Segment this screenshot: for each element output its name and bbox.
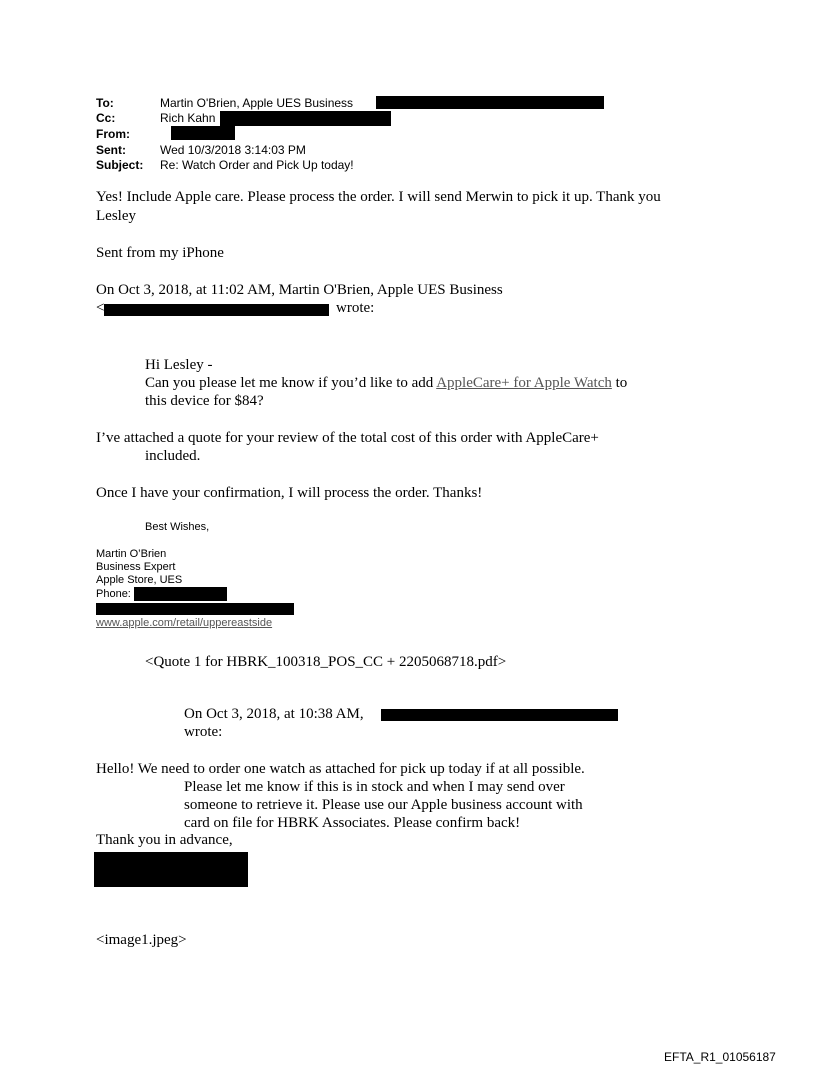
quoted2-body-line3: someone to retrieve it. Please use our Apple business account with — [184, 797, 583, 813]
quoted1-intro-open: < — [96, 300, 105, 316]
cc-value: Rich Kahn — [160, 111, 216, 125]
redaction-bar — [376, 96, 604, 109]
redaction-bar — [220, 111, 391, 126]
quoted2-thanks: Thank you in advance, — [96, 832, 233, 848]
quoted1-ask-line2: this device for $84? — [145, 393, 264, 409]
quoted1-quote-line2: included. — [145, 448, 201, 464]
redaction-bar — [94, 852, 248, 887]
applecare-link[interactable]: AppleCare+ for Apple Watch — [436, 375, 612, 391]
redaction-bar — [381, 709, 618, 721]
quoted1-ask-post: to — [611, 375, 628, 391]
redaction-bar — [134, 587, 227, 601]
reply-line-1: Yes! Include Apple care. Please process the order. I will send Merwin to pick it up. Thank you — [96, 189, 661, 205]
attachment-image[interactable]: <image1.jpeg> — [96, 932, 187, 948]
reply-signature: Sent from my iPhone — [96, 245, 224, 261]
redaction-bar — [104, 304, 329, 316]
reply-line-2: Lesley — [96, 208, 136, 224]
subject-label: Subject: — [96, 158, 144, 172]
quoted1-quote-line1: I’ve attached a quote for your review of the total cost of this order with AppleCare+ — [96, 430, 599, 446]
redaction-bar — [96, 603, 294, 615]
cc-label: Cc: — [96, 111, 116, 125]
to-value: Martin O'Brien, Apple UES Business — [160, 96, 354, 110]
quoted2-body-line1: Hello! We need to order one watch as attached for pick up today if at all possible. — [96, 761, 585, 777]
attachment-quote-pdf[interactable]: <Quote 1 for HBRK_100318_POS_CC + 2205068718.pdf> — [145, 654, 507, 670]
quoted2-intro-wrote: wrote: — [184, 724, 223, 740]
sig-store: Apple Store, UES — [96, 574, 183, 586]
from-label: From: — [96, 127, 130, 141]
quoted1-intro-wrote: wrote: — [336, 300, 375, 316]
sent-value: Wed 10/3/2018 3:14:03 PM — [160, 143, 306, 157]
quoted2-body-line4: card on file for HBRK Associates. Please confirm back! — [184, 815, 521, 831]
document-id: EFTA_R1_01056187 — [664, 1050, 776, 1064]
quoted1-greeting: Hi Lesley - — [145, 357, 213, 373]
quoted2-body-line2: Please let me know if this is in stock and when I may send over — [184, 779, 565, 795]
sig-title: Business Expert — [96, 561, 176, 573]
quoted2-intro: On Oct 3, 2018, at 10:38 AM, — [184, 706, 364, 722]
quoted1-ask — [145, 375, 627, 392]
sent-label: Sent: — [96, 143, 126, 157]
quoted1-intro: On Oct 3, 2018, at 11:02 AM, Martin O'Brien, Apple UES Business — [96, 282, 503, 298]
sig-phone-label: Phone: — [96, 588, 131, 600]
quoted1-confirm: Once I have your confirmation, I will process the order. Thanks! — [96, 485, 483, 501]
quoted1-ask-pre: Can you please let me know if you’d like to add — [145, 375, 437, 391]
subject-value: Re: Watch Order and Pick Up today! — [160, 158, 354, 172]
best-wishes: Best Wishes, — [145, 521, 210, 533]
sig-name: Martin O’Brien — [96, 548, 167, 560]
to-label: To: — [96, 96, 114, 110]
sig-url-link[interactable]: www.apple.com/retail/uppereastside — [96, 617, 273, 629]
redaction-bar — [171, 126, 235, 140]
